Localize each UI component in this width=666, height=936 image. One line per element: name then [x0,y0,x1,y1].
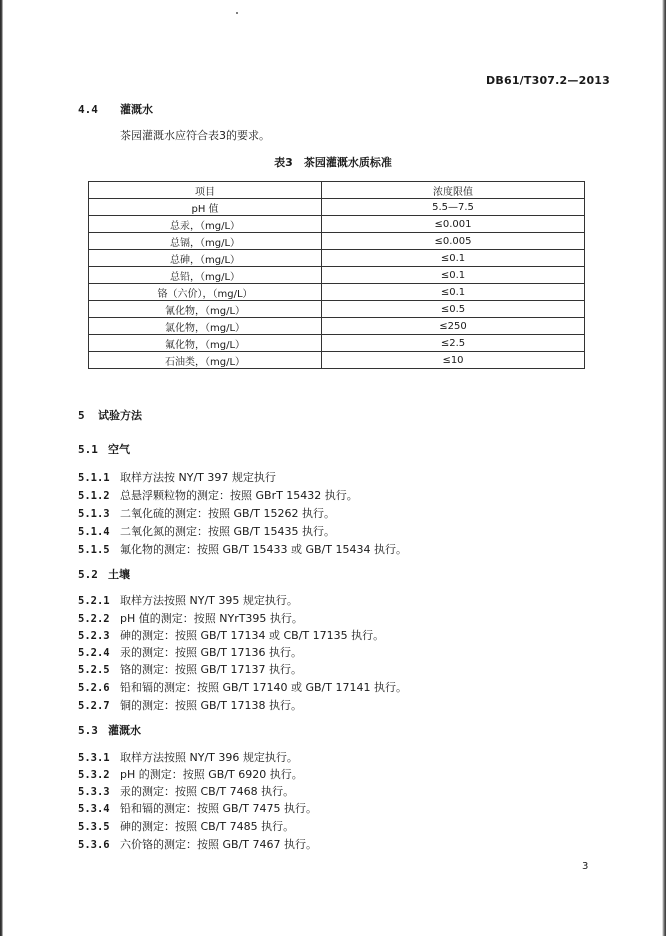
section-number: 5.1 [78,443,98,456]
list-item [78,592,298,608]
table-row [89,199,585,216]
table-row [89,352,585,369]
item-number: 5.3.6 [78,839,110,851]
item-number: 5.3.3 [78,786,110,798]
scan-edge-right [662,0,666,936]
table-cell-item: 氟化物，（mg/L） [89,335,322,352]
section-4-4-text: 茶园灌溉水应符合表3的要求。 [120,129,270,142]
item-text: 二氧化硫的测定：按照 GB/T 15262 执行。 [120,507,335,520]
section-number: 5.3 [78,724,98,737]
page-number: 3 [582,861,589,872]
item-text: 铬的测定：按照 GB/T 17137 执行。 [120,663,302,676]
table-cell-item: 铬（六价），（mg/L） [89,284,322,301]
item-text: 总悬浮颗粒物的测定：按照 GBrT 15432 执行。 [120,489,358,502]
section-number: 5 [78,409,85,422]
item-text: 汞的测定：按照 GB/T 17136 执行。 [120,646,302,659]
item-text: 二氧化氮的测定：按照 GB/T 15435 执行。 [120,525,335,538]
list-item [78,749,298,765]
table-row [89,233,585,250]
document-code: DB61/T307.2—2013 [486,74,610,87]
table-row [89,301,585,318]
list-item [78,661,302,677]
item-text: 铜的测定：按照 GB/T 17138 执行。 [120,699,302,712]
table-row [89,284,585,301]
table-header-item: 项目 [89,182,322,199]
item-number: 5.1.4 [78,526,110,538]
list-item [78,487,358,503]
table-row [89,318,585,335]
item-text: 氟化物的测定：按照 GB/T 15433 或 GB/T 15434 执行。 [120,543,407,556]
section-title: 土壤 [108,568,130,581]
list-item [78,627,384,643]
item-number: 5.2.2 [78,613,110,625]
item-text: 取样方法按照 NY/T 395 规定执行。 [120,594,298,607]
water-quality-table [88,181,585,369]
item-text: pH 的测定：按照 GB/T 6920 执行。 [120,768,303,781]
table-header-limit: 浓度限值 [322,182,585,199]
item-number: 5.2.6 [78,682,110,694]
item-number: 5.3.2 [78,769,110,781]
item-number: 5.2.5 [78,664,110,676]
table-cell-item: 石油类，（mg/L） [89,352,322,369]
table-cell-limit: ≤0.5 [322,301,585,318]
table-cell-item: 总镉，（mg/L） [89,233,322,250]
item-number: 5.2.1 [78,595,110,607]
item-number: 5.3.4 [78,803,110,815]
list-item [78,679,407,695]
item-text: 砷的测定：按照 CB/T 7485 执行。 [120,820,295,833]
item-text: 六价铬的测定：按照 GB/T 7467 执行。 [120,838,317,851]
list-item [78,644,302,660]
section-5-1-heading [78,441,130,457]
item-text: 砷的测定：按照 GB/T 17134 或 CB/T 17135 执行。 [120,629,385,642]
table-cell-limit: ≤0.001 [322,216,585,233]
section-4-4-heading [78,101,153,117]
item-number: 5.2.3 [78,630,110,642]
table-row [89,250,585,267]
table-title: 表3 茶园灌溉水质标准 [274,156,392,169]
item-number: 5.2.4 [78,647,110,659]
table-cell-item: 总砷，（mg/L） [89,250,322,267]
table-cell-item: 氯化物，（mg/L） [89,318,322,335]
table-cell-limit: ≤0.1 [322,250,585,267]
table-row [89,216,585,233]
section-5-3-heading [78,722,141,738]
list-item [78,610,303,626]
list-item [78,818,294,834]
list-item [78,697,302,713]
table-row [89,335,585,352]
list-item [78,766,303,782]
list-item [78,469,276,485]
table-cell-limit: 5.5—7.5 [322,199,585,216]
item-text: 取样方法按照 NY/T 396 规定执行。 [120,751,298,764]
item-number: 5.3.1 [78,752,110,764]
table-cell-limit: ≤250 [322,318,585,335]
item-number: 5.1.1 [78,472,110,484]
section-title: 灌溉水 [108,724,141,737]
table-row [89,267,585,284]
section-title: 空气 [108,443,130,456]
table-header-row [89,182,585,199]
item-text: 铅和镉的测定：按照 GB/T 17140 或 GB/T 17141 执行。 [120,681,407,694]
item-text: 汞的测定：按照 CB/T 7468 执行。 [120,785,295,798]
item-text: 取样方法按 NY/T 397 规定执行 [120,471,276,484]
item-text: pH 值的测定：按照 NYrT395 执行。 [120,612,303,625]
table-cell-item: 总铅，（mg/L） [89,267,322,284]
scan-speck [236,12,238,14]
list-item [78,836,317,852]
scan-edge-left [0,0,3,936]
item-number: 5.1.2 [78,490,110,502]
section-number: 4.4 [78,103,98,116]
list-item [78,800,317,816]
item-number: 5.1.5 [78,544,110,556]
table-cell-limit: ≤0.005 [322,233,585,250]
section-5-heading [78,407,142,423]
table-cell-limit: ≤0.1 [322,267,585,284]
item-number: 5.2.7 [78,700,110,712]
item-number: 5.1.3 [78,508,110,520]
list-item [78,505,335,521]
table-cell-limit: ≤10 [322,352,585,369]
item-number: 5.3.5 [78,821,110,833]
section-number: 5.2 [78,568,98,581]
section-5-2-heading [78,566,130,582]
table-cell-limit: ≤0.1 [322,284,585,301]
list-item [78,783,294,799]
table-cell-item: pH 值 [89,199,322,216]
section-title: 试验方法 [98,409,142,422]
table-cell-item: 总汞，（mg/L） [89,216,322,233]
list-item [78,523,335,539]
item-text: 铅和镉的测定：按照 GB/T 7475 执行。 [120,802,317,815]
table-cell-item: 氰化物，（mg/L） [89,301,322,318]
table-cell-limit: ≤2.5 [322,335,585,352]
list-item [78,541,407,557]
section-title: 灌溉水 [120,103,153,116]
